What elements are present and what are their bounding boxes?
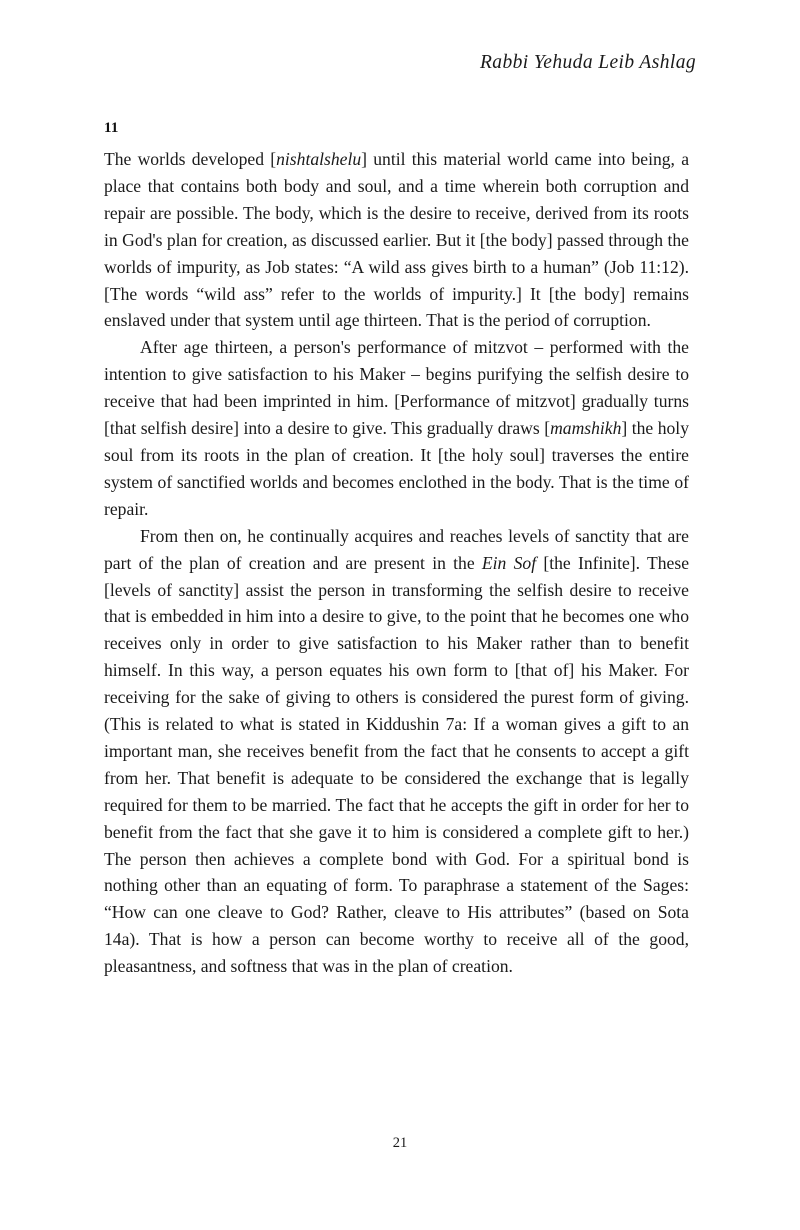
running-head-author: Rabbi Yehuda Leib Ashlag xyxy=(480,52,696,73)
paragraph-3: From then on, he continually acquires and reaches levels of sanctity that are part of the plan of creation and are present in the Ein Sof [the Infinite]. These [levels of sanctity] assist the person in transforming the selfish desire to receive that is embedded in him into a desire to give, to the point that he becomes one who receives only in order to give satisfaction to his Maker rather than to benefit himself. In this way, a person equates his own form to [that of] his Maker. For receiving for the sake of giving to others is considered the purest form of giving. (This is related to what is stated in Kiddushin 7a: If a woman gives a gift to an important man, she receives benefit from the fact that he consents to accept a gift from her. That benefit is adequate to be considered the exchange that is legally required for them to be married. The fact that he accepts the gift in order for her to benefit from the fact that she gave it to him is considered a complete gift to her.) The person then achieves a complete bond with God. For a spiritual bond is nothing other than an equating of form. To paraphrase a statement of the Sages: “How can one cleave to God? Rather, cleave to His attributes” (based on Sota 14a). That is how a person can become worthy to receive all of the good, pleasantness, and softness that was in the plan of creation. xyxy=(104,525,689,977)
page-body xyxy=(104,120,689,980)
paragraph-1: The worlds developed [nishtalshelu] until this material world came into being, a place that contains both body and soul, and a time wherein both corruption and repair are possible. The body, which is the desire to receive, derived from its roots in God's plan for creation, as discussed earlier. But it [the body] passed through the worlds of impurity, as Job states: “A wild ass gives birth to a human” (Job 11:12). [The words “wild ass” refer to the worlds of impurity.] It [the body] remains enslaved under that system until age thirteen. That is the period of corruption. xyxy=(104,149,689,331)
section-number: 11 xyxy=(104,120,119,136)
paragraph-2: After age thirteen, a person's performance of mitzvot – performed with the intention to give satisfaction to his Maker – begins purifying the selfish desire to receive that had been imprinted in him. [Performance of mitzvot] gradually turns [that selfish desire] into a desire to give. This gradually draws [mamshikh] the holy soul from its roots in the plan of creation. It [the holy soul] traverses the entire system of sanctified worlds and becomes enclothed in the body. That is the time of repair. xyxy=(104,337,689,519)
page-number: 21 xyxy=(392,1135,408,1151)
